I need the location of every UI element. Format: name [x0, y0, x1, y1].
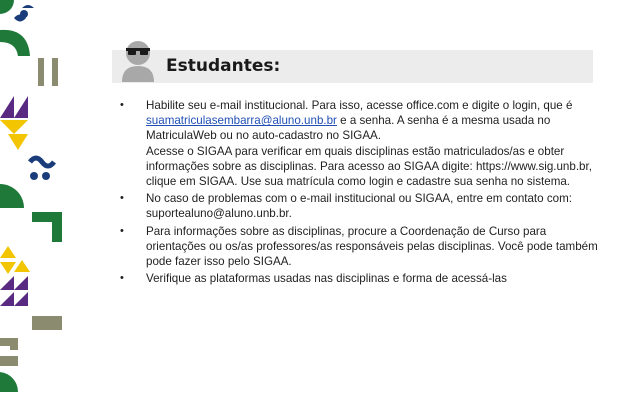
email-login-link[interactable]: suamatriculasembarra@aluno.unb.br	[146, 114, 337, 128]
deco-yellow-tri	[8, 134, 28, 150]
deco-yellow-tri	[0, 262, 16, 274]
sigaa-instruction: Acesse o SIGAA para verificar em quais disciplinas estão matriculados/as e obter informações sobre as disciplinas. Para acesso ao SIGAA digite: https://www.sig.unb.br, clique em SIGAA. Use sua matrícula como login e cadastre sua senha no sistema.	[146, 144, 592, 189]
deco-navy-dot	[30, 172, 38, 180]
deco-olive-block	[0, 356, 18, 366]
deco-yellow-tri	[0, 120, 28, 134]
bullet-icon: •	[120, 192, 124, 205]
deco-olive-bar	[52, 58, 58, 86]
bullet-icon: •	[120, 224, 124, 237]
bullet-icon: •	[120, 272, 124, 285]
deco-green-bracket	[32, 212, 62, 242]
deco-purple-tri	[0, 96, 14, 118]
decorative-strip	[0, 0, 72, 412]
deco-purple-tri	[0, 276, 14, 290]
deco-yellow-tri	[14, 260, 30, 272]
email-instruction	[146, 98, 598, 144]
list-item	[118, 98, 598, 189]
email-text-post: e a senha. A senha é a mesma usada no MatriculaWeb ou no auto-cadastro no SIGAA.	[146, 114, 551, 143]
email-text-pre: Habilite seu e-mail institucional. Para isso, acesse office.com e digite o login, que é	[146, 99, 573, 112]
deco-purple-tri	[14, 292, 28, 306]
page-title: Estudantes:	[166, 56, 281, 76]
deco-purple-tri	[0, 292, 14, 306]
coordination-instruction: Para informações sobre as disciplinas, procure a Coordenação de Curso para orientações ou os/as professores/as responsáveis pelas disciplinas. Você pode também pode fazer isso pelo SIGAA.	[146, 224, 598, 269]
deco-green-arc	[0, 30, 30, 56]
deco-navy-dot	[42, 172, 50, 180]
deco-olive-bar	[38, 58, 44, 86]
deco-yellow-tri	[0, 246, 16, 258]
list-item	[118, 224, 598, 270]
student-avatar-icon	[120, 40, 156, 82]
bullet-icon: •	[120, 99, 124, 111]
deco-green-half	[0, 184, 24, 208]
deco-purple-tri	[14, 96, 28, 118]
deco-green-bottom	[0, 372, 18, 392]
list-item	[118, 271, 598, 286]
deco-purple-tri	[14, 276, 28, 290]
deco-navy-dot	[20, 10, 28, 18]
platforms-instruction: Verifique as plataformas usadas nas disciplinas e forma de acessá-las	[146, 272, 507, 286]
deco-navy-wave-2	[30, 158, 54, 166]
deco-olive-bracket	[0, 338, 18, 350]
instructions-list	[118, 98, 598, 286]
instructions-content	[118, 98, 598, 288]
deco-olive-block	[32, 316, 62, 330]
list-item	[118, 191, 598, 221]
support-instruction: No caso de problemas com o e-mail institucional ou SIGAA, entre em contato com: suportealuno@aluno.unb.br.	[146, 192, 572, 221]
deco-green-quarter	[0, 0, 14, 14]
